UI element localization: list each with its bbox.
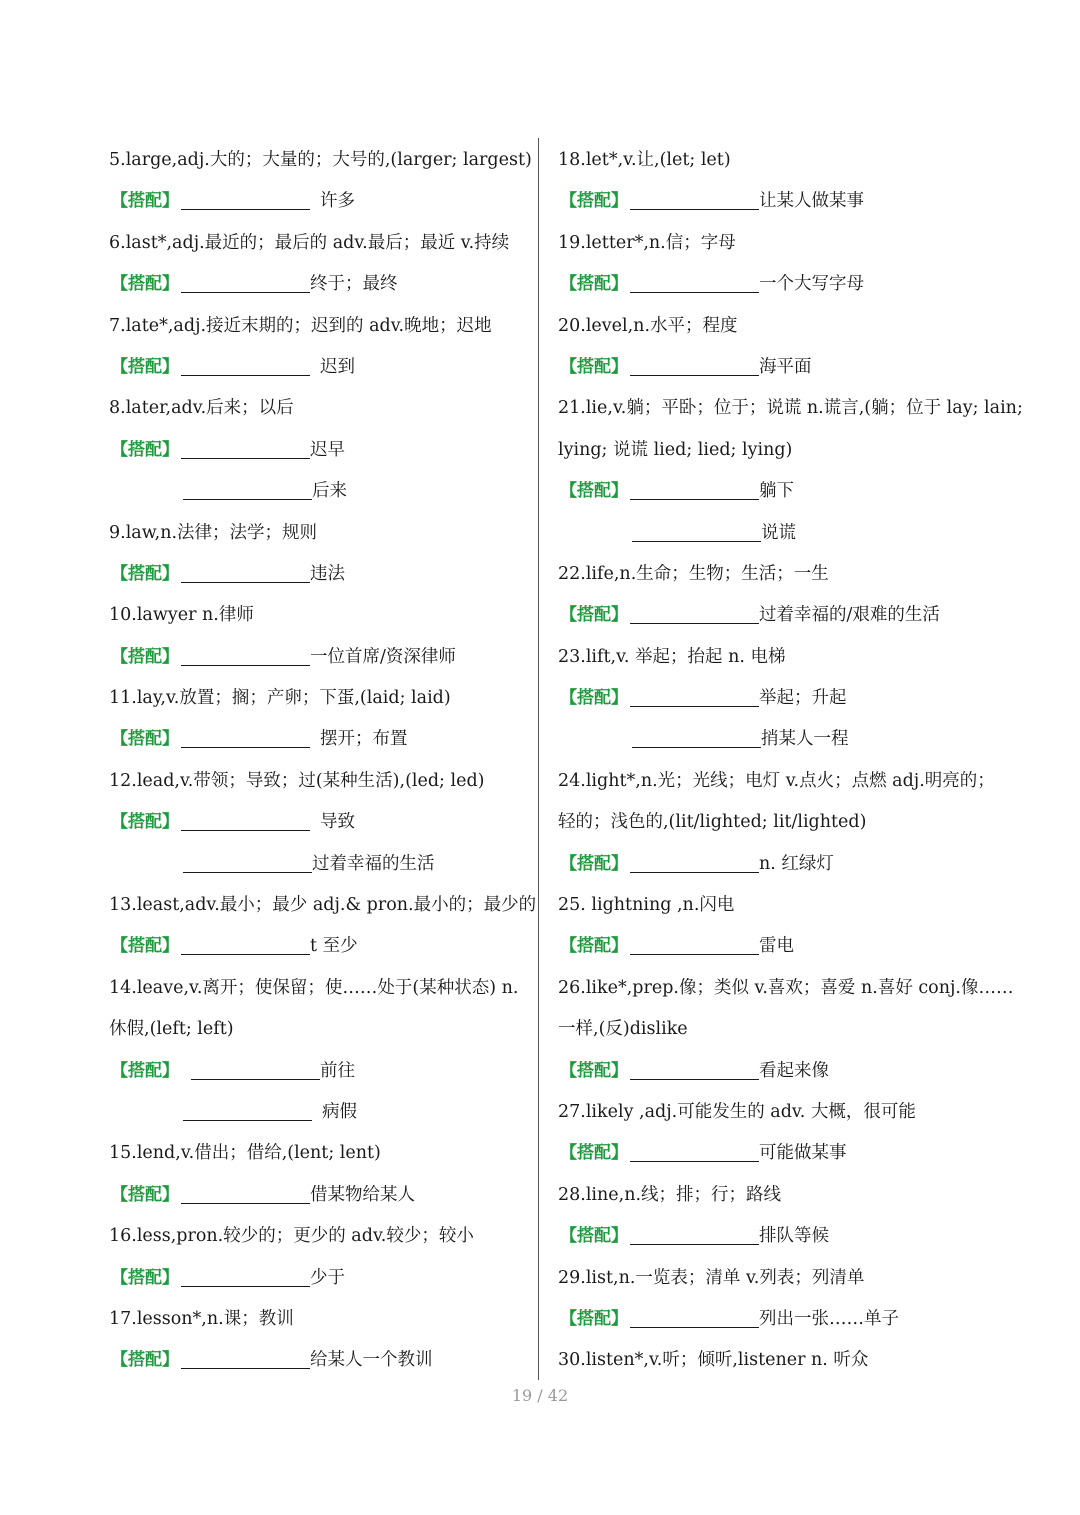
fill-in-blank[interactable] [181,353,310,376]
fill-in-blank[interactable] [181,725,310,748]
vocab-entry: 28.line,n.线；排；行；路线 [558,1184,782,1205]
collocation-meaning: 看起来像 [759,1060,829,1081]
vocab-entry: 15.lend,v.借出；借给,(lent; lent) [109,1143,381,1164]
collocation-meaning: 借某物给某人 [310,1184,415,1205]
collocation-tag: 【搭配】 [111,936,179,957]
vocab-entry: 5.large,adj.大的；大量的；大号的,(larger; largest) [109,150,532,170]
fill-in-blank[interactable] [632,519,761,542]
fill-in-blank[interactable] [181,932,310,955]
fill-in-blank[interactable] [183,477,312,500]
collocation-line [109,554,529,595]
collocation-tag: 【搭配】 [111,563,179,584]
collocation-meaning: 排队等候 [759,1226,829,1247]
fill-in-blank[interactable] [181,808,310,831]
collocation-meaning: 病假 [322,1101,357,1122]
vocab-entry: 20.level,n.水平；程度 [558,315,738,336]
vocab-entry: 7.late*,adj.接近末期的；迟到的 adv.晚地；迟地 [109,315,492,336]
fill-in-blank[interactable] [630,932,759,955]
collocation-meaning: 捎某人一程 [761,729,849,750]
collocation-tag: 【搭配】 [111,812,179,833]
collocation-meaning: 一位首席/资深律师 [310,646,456,667]
collocation-tag: 【搭配】 [111,439,179,460]
collocation-tag: 【搭配】 [560,481,628,502]
fill-in-blank[interactable] [181,1264,310,1287]
collocation-tag: 【搭配】 [560,1060,628,1081]
fill-in-blank[interactable] [630,601,759,624]
vocab-entry: 休假,(left; left) [109,1019,234,1040]
vocab-entry: lying; 说谎 lied; lied; lying) [558,439,793,460]
collocation-line [109,1340,529,1381]
collocation-line [109,637,529,678]
collocation-tag: 【搭配】 [560,1226,628,1247]
collocation-tag: 【搭配】 [560,1308,628,1329]
collocation-tag: 【搭配】 [560,853,628,874]
collocation-meaning: 过着幸福的生活 [312,853,435,874]
collocation-line [109,347,529,388]
collocation-tag: 【搭配】 [560,356,628,377]
collocation-continuation [109,471,529,512]
fill-in-blank[interactable] [630,850,759,873]
vocab-entry: 12.lead,v.带领；导致；过(某种生活),(led; led) [109,770,485,791]
collocation-line [558,595,978,636]
collocation-line [558,181,978,222]
fill-in-blank[interactable] [630,353,759,376]
vocab-entry: 21.lie,v.躺；平卧；位于；说谎 n.谎言,(躺；位于 lay; lain; [558,398,1023,419]
vocab-entry: 29.list,n.一览表；清单 v.列表；列清单 [558,1267,865,1288]
vocab-entry: 26.like*,prep.像；类似 v.喜欢；喜爱 n.喜好 conj.像…… [558,977,1014,998]
collocation-meaning: 海平面 [759,356,812,377]
collocation-tag: 【搭配】 [111,1184,179,1205]
vocab-entry: 17.lesson*,n.课；教训 [109,1308,294,1329]
vocab-entry: 轻的；浅色的,(lit/lighted; lit/lighted) [558,812,867,833]
collocation-line [558,1299,978,1340]
vocab-entry: 16.less,pron.较少的；更少的 adv.较少；较小 [109,1226,474,1247]
collocation-meaning: 迟到 [320,356,355,377]
vocab-entry: 25. lightning ,n.闪电 [558,895,735,916]
collocation-tag: 【搭配】 [111,191,179,212]
vocab-entry: 24.light*,n.光；光线；电灯 v.点火；点燃 adj.明亮的； [558,770,995,791]
collocation-meaning: 终于；最终 [310,274,398,295]
collocation-line [558,678,978,719]
collocation-meaning: 躺下 [759,481,794,502]
collocation-meaning: 一个大写字母 [759,274,864,295]
fill-in-blank[interactable] [630,1057,759,1080]
vocab-entry: 23.lift,v. 举起；抬起 n. 电梯 [558,646,786,667]
collocation-line [558,844,978,885]
fill-in-blank[interactable] [181,1181,310,1204]
collocation-tag: 【搭配】 [560,605,628,626]
collocation-meaning: 举起；升起 [759,688,847,709]
fill-in-blank[interactable] [630,187,759,210]
vocab-entry: 8.later,adv.后来；以后 [109,398,294,419]
vocab-entry: 10.lawyer n.律师 [109,605,254,626]
collocation-meaning: 列出一张……单子 [759,1308,899,1329]
collocation-line [109,1175,529,1216]
vocab-entry: 22.life,n.生命；生物；生活；一生 [558,563,829,584]
vocab-entry: 13.least,adv.最小；最少 adj.& pron.最小的；最少的 [109,895,537,916]
fill-in-blank[interactable] [630,684,759,707]
vocab-entry: 14.leave,v.离开；使保留；使……处于(某种状态) n. [109,977,519,998]
collocation-meaning: 让某人做某事 [759,191,864,212]
collocation-continuation [109,844,529,885]
column-divider [538,138,539,1380]
collocation-tag: 【搭配】 [560,936,628,957]
collocation-meaning: 给某人一个教训 [310,1350,433,1371]
vocab-entry: 11.lay,v.放置；搁；产卵；下蛋,(laid; laid) [109,688,451,709]
collocation-tag: 【搭配】 [111,1350,179,1371]
collocation-tag: 【搭配】 [111,274,179,295]
collocation-meaning: 许多 [320,191,355,212]
fill-in-blank[interactable] [181,1346,310,1369]
collocation-tag: 【搭配】 [560,1143,628,1164]
collocation-line [109,926,529,967]
collocation-line [109,430,529,471]
vocab-entry: 27.likely ,adj.可能发生的 adv. 大概，很可能 [558,1101,916,1122]
fill-in-blank[interactable] [630,1305,759,1328]
collocation-tag: 【搭配】 [111,729,179,750]
collocation-continuation [558,719,978,760]
vocab-entry: 18.let*,v.让,(let; let) [558,150,731,170]
fill-in-blank[interactable] [181,643,310,666]
fill-in-blank[interactable] [181,436,310,459]
collocation-meaning: 摆开；布置 [320,729,408,750]
collocation-tag: 【搭配】 [560,191,628,212]
collocation-meaning: 说谎 [761,522,796,543]
collocation-continuation [109,1092,529,1133]
collocation-line [558,264,978,305]
collocation-line [558,1216,978,1257]
collocation-tag: 【搭配】 [111,1060,179,1081]
collocation-line [558,926,978,967]
collocation-line [109,181,529,222]
collocation-meaning: 迟早 [310,439,345,460]
collocation-meaning: 前往 [320,1060,355,1081]
fill-in-blank[interactable] [183,850,312,873]
collocation-meaning: 可能做某事 [759,1143,847,1164]
collocation-line [109,719,529,760]
vocab-entry: 19.letter*,n.信；字母 [558,232,736,253]
collocation-line [558,1051,978,1092]
collocation-line [558,1133,978,1174]
collocation-line [558,471,978,512]
fill-in-blank[interactable] [630,270,759,293]
vocab-entry: 一样,(反)dislike [558,1019,688,1040]
fill-in-blank[interactable] [181,270,310,293]
collocation-meaning: 违法 [310,563,345,584]
collocation-line [109,264,529,305]
collocation-meaning: t 至少 [310,936,358,957]
vocab-entry: 6.last*,adj.最近的；最后的 adv.最后；最近 v.持续 [109,232,510,253]
fill-in-blank[interactable] [183,1098,312,1121]
collocation-line [558,347,978,388]
collocation-tag: 【搭配】 [560,274,628,295]
collocation-tag: 【搭配】 [111,1267,179,1288]
collocation-line [109,1051,529,1092]
collocation-meaning: n. 红绿灯 [759,853,834,874]
fill-in-blank[interactable] [632,725,761,748]
fill-in-blank[interactable] [191,1057,320,1080]
collocation-meaning: 后来 [312,481,347,502]
fill-in-blank[interactable] [630,1222,759,1245]
collocation-continuation [558,513,978,554]
page-number: 19 / 42 [511,1386,569,1405]
fill-in-blank[interactable] [181,560,310,583]
vocab-entry: 9.law,n.法律；法学；规则 [109,522,318,543]
collocation-tag: 【搭配】 [111,356,179,377]
vocab-entry: 30.listen*,v.听；倾听,listener n. 听众 [558,1350,869,1371]
collocation-tag: 【搭配】 [560,688,628,709]
collocation-meaning: 导致 [320,812,355,833]
fill-in-blank[interactable] [181,187,310,210]
collocation-line [109,802,529,843]
collocation-meaning: 少于 [310,1267,345,1288]
collocation-meaning: 过着幸福的/艰难的生活 [759,605,940,626]
fill-in-blank[interactable] [630,477,759,500]
collocation-line [109,1258,529,1299]
collocation-tag: 【搭配】 [111,646,179,667]
right-column [558,140,1023,1382]
left-column [109,140,537,1382]
fill-in-blank[interactable] [630,1139,759,1162]
collocation-meaning: 雷电 [759,936,794,957]
